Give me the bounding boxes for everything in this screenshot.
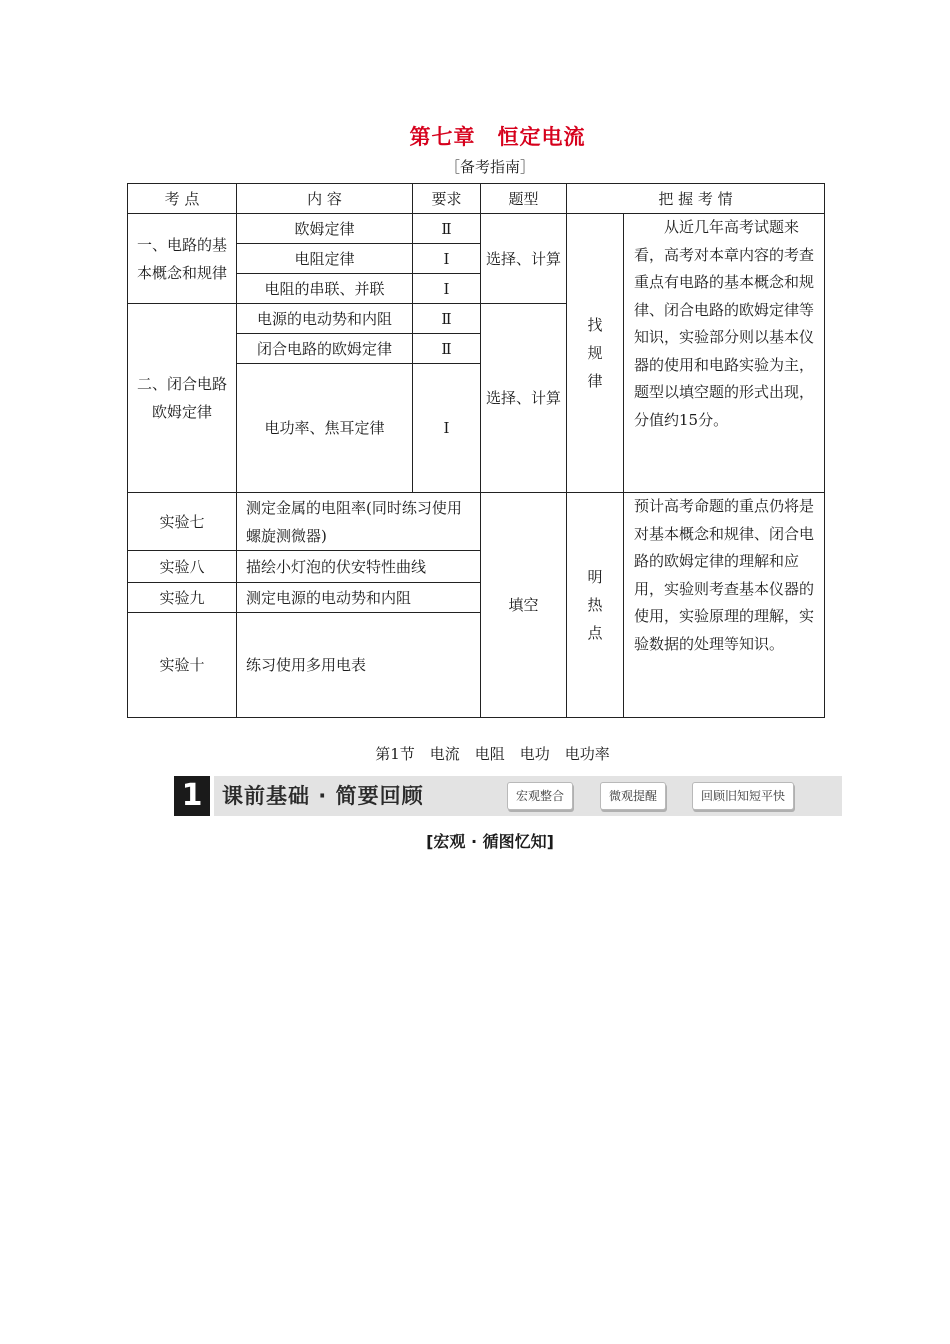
hot-label-cell [567,493,624,718]
experiment-content-cell: 练习使用多用电表 [237,613,481,718]
banner-title: 课前基础 · 简要回顾 [222,784,424,808]
experiment-content-cell: 测定电源的电动势和内阻 [237,583,481,613]
experiment-name-cell: 实验七 [128,493,237,551]
type-cell: 选择、计算 [481,214,567,304]
micro-reminder-button[interactable]: 微观提醒 [600,782,666,810]
table-row [128,493,825,551]
topic-cell: 二、闭合电路欧姆定律 [128,304,237,493]
level-cell: Ⅱ [413,304,481,334]
experiment-content-cell: 测定金属的电阻率(同时练习使用螺旋测微器) [237,493,481,551]
banner-number-badge: 1 [174,776,210,816]
header-analysis: 把 握 考 情 [567,184,825,214]
exam-guide-table [127,183,825,718]
content-cell: 电功率、焦耳定律 [237,364,413,493]
rule-text: 从近几年高考试题来看，高考对本章内容的考查重点有电路的基本概念和规律、闭合电路的欧姆定律等知识，实验部分则以基本仪器的使用和电路实验为主，题型以填空题的形式出现，分值约15分。 [634,218,815,429]
section-banner [174,776,842,816]
macro-summary-button[interactable]: 宏观整合 [507,782,573,810]
level-cell: Ⅱ [413,334,481,364]
hot-text-cell [624,493,825,718]
sub-heading: [宏观 · 循图忆知] [426,832,554,851]
topic-cell: 一、电路的基本概念和规律 [128,214,237,304]
experiment-name-cell: 实验十 [128,613,237,718]
section-title: 第1节 电流 电阻 电功 电功率 [375,745,610,763]
content-cell: 欧姆定律 [237,214,413,244]
rule-text-cell [624,214,825,493]
header-level: 要求 [413,184,481,214]
level-cell: Ⅰ [413,244,481,274]
content-cell: 电源的电动势和内阻 [237,304,413,334]
experiment-type-cell: 填空 [481,493,567,718]
type-cell: 选择、计算 [481,304,567,493]
content-cell: 闭合电路的欧姆定律 [237,334,413,364]
experiment-name-cell: 实验八 [128,551,237,583]
experiment-content-cell: 描绘小灯泡的伏安特性曲线 [237,551,481,583]
content-cell: 电阻的串联、并联 [237,274,413,304]
hot-label: 明热点 [587,568,603,642]
chapter-title: 第七章 恒定电流 [409,125,586,149]
experiment-name-cell: 实验九 [128,583,237,613]
level-cell: Ⅱ [413,214,481,244]
header-type: 题型 [481,184,567,214]
banner-divider [210,776,214,816]
level-cell: Ⅰ [413,364,481,493]
rule-label: 找规律 [587,316,603,390]
guide-title: ［备考指南］ [444,158,535,176]
header-topic: 考 点 [128,184,237,214]
content-cell: 电阻定律 [237,244,413,274]
review-button[interactable]: 回顾旧知短平快 [692,782,794,810]
rule-label-cell [567,214,624,493]
level-cell: Ⅰ [413,274,481,304]
header-content: 内 容 [237,184,413,214]
hot-text: 预计高考命题的重点仍将是对基本概念和规律、闭合电路的欧姆定律的理解和应用，实验则考查基本仪器的使用，实验原理的理解，实验数据的处理等知识。 [634,497,815,653]
table-row [128,214,825,244]
table-header-row [128,184,825,214]
